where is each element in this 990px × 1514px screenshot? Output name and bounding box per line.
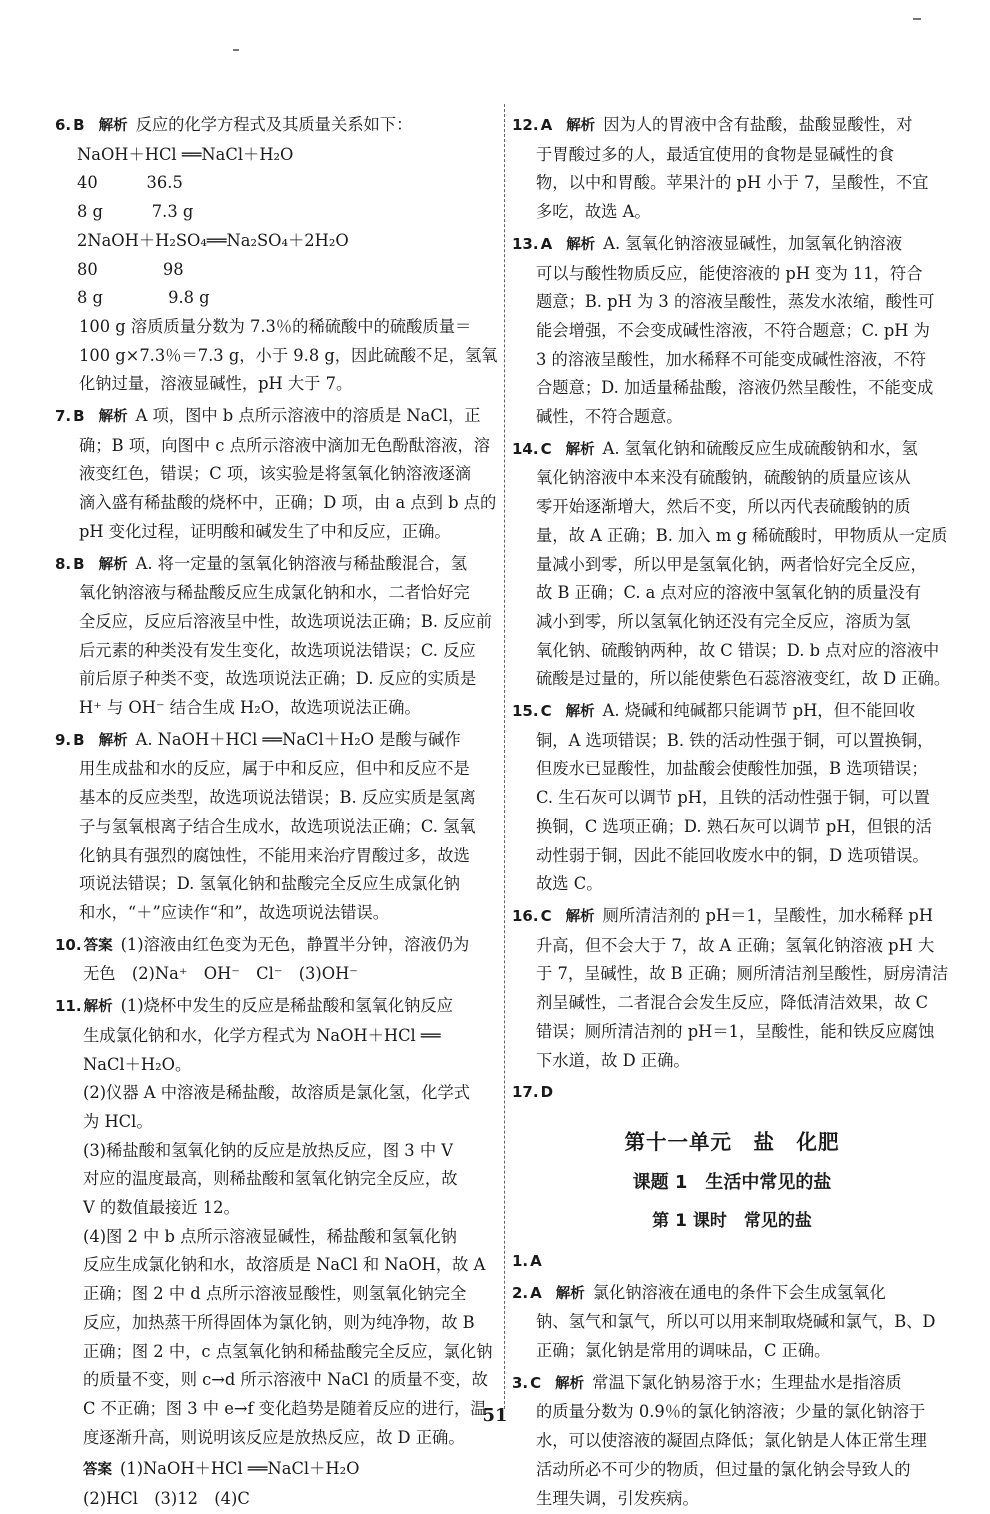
text-line: 钠、氢气和氯气，所以可以用来制取烧碱和氯气，B、D [536,1312,936,1332]
analysis-label: 解析 [98,556,128,573]
page-number: 51 [482,1405,508,1426]
text-line: 动性弱于铜，因此不能回收废水中的铜，D 选项错误。 [536,845,929,865]
text-line: 水，可以使溶液的凝固点降低；氯化钠是人体正常生理 [536,1431,927,1451]
lesson-answers [512,1247,952,1513]
text-line: 子与氢氧根离子结合生成水，故选项说法正确；C. 氢氧 [79,816,476,836]
question-number: 11. [55,997,82,1016]
analysis-label: 解析 [565,908,595,925]
answer-letter: B [73,407,85,426]
text-line: 升高，但不会大于 7，故 A 正确；氢氧化钠溶液 pH 大 [536,935,935,955]
question-line [512,1369,952,1399]
text-line: 错误；厕所清洁剂的 pH＝1，呈酸性，能和铁反应腐蚀 [536,1021,935,1041]
text-line: (2)仪器 A 中溶液是稀盐酸，故溶质是氯化氢，化学式 [83,1083,471,1103]
text-line: C. 生石灰可以调节 pH，且铁的活动性强于铜，可以置 [536,788,930,808]
equation-line: 40 36.5 [77,173,183,193]
analysis-label: 解析 [566,118,596,134]
text-line: 度逐渐升高，则说明该反应是放热反应，故 D 正确。 [83,1427,465,1447]
topic-heading: 课题 1 生活中常见的盐 [632,1171,832,1193]
text-line: 可以与酸性物质反应，能使溶液的 pH 变为 11，符合 [536,263,923,283]
text-line: pH 变化过程，证明酸和碱发生了中和反应，正确。 [79,521,451,541]
text-line: 量减小到零，所以甲是氢氧化钠，两者恰好完全反应， [536,554,927,574]
answer-letter: A [530,1251,542,1270]
question-number: 14. [512,439,539,458]
line-text: A. 将一定量的氢氧化钠溶液与稀盐酸混合，氢 [135,553,468,573]
question-number: 12. [512,116,539,134]
analysis-label: 解析 [98,118,128,134]
text-line: 换铜，C 选项正确；D. 熟石灰可以调节 pH，但银的活 [536,816,932,836]
text-line: 前后原子种类不变，故选项说法正确；D. 反应的实质是 [79,669,477,689]
text-line: 零开始逐渐增大，然后不变，所以丙代表硫酸钠的质 [536,497,911,517]
text-line: 后元素的种类没有发生变化，故选项说法错误；C. 反应 [79,640,476,660]
analysis-label: 解析 [555,1375,585,1392]
text-line: 生成氯化钠和水，化学方程式为 NaOH＋HCl ══ [83,1025,441,1045]
question-number: 16. [512,906,539,925]
equation-line: 8 g 9.8 g [77,288,210,308]
text-line: 的质量分数为 0.9％的氯化钠溶液；少量的氯化钠溶于 [536,1402,926,1422]
line-text: 常温下氯化钠易溶于水；生理盐水是指溶质 [592,1372,902,1392]
answer-letter: B [73,554,85,573]
text-line: 剂呈碱性，二者混合会发生反应，降低清洁效果，故 C [536,993,929,1013]
answer-letter: B [73,116,85,134]
text-line: 合题意；D. 加适量稀盐酸，溶液仍然呈酸性，不能变成 [536,378,934,398]
text-line: (3)稀盐酸和氢氧化钠的反应是放热反应，图 3 中 V [83,1140,454,1160]
equation-line: 8 g 7.3 g [77,202,194,222]
text-line: 反应生成氯化钠和水，故溶质是 NaCl 和 NaOH，故 A [83,1255,486,1275]
text-line: 反应，加热蒸干所得固体为氯化钠，则为纯净物，故 B [83,1312,475,1332]
lesson-heading: 第 1 课时 常见的盐 [652,1210,812,1231]
text-line: 无色 (2)Na⁺ OH⁻ Cl⁻ (3)OH⁻ [83,964,358,984]
question-line [55,402,500,432]
question-line [512,697,952,727]
text-line: (4)图 2 中 b 点所示溶液显碱性，稀盐酸和氢氧化钠 [83,1226,457,1246]
question-number: 8. [55,554,72,573]
question-number: 6. [55,116,72,134]
text-line: C 不正确；图 3 中 e→f 变化趋势是随着反应的进行，温 [83,1398,487,1418]
text-line: 的质量不变，则 c→d 所示溶液中 NaCl 的质量不变，故 [83,1370,488,1390]
text-line: 硫酸是过量的，所以能使紫色石蕊溶液变红，故 D 正确。 [536,669,951,689]
line-text: 厕所清洁剂的 pH＝1，呈酸性，加水稀释 pH [602,905,934,925]
line-text: (1)烧杯中发生的反应是稀盐酸和氢氧化钠反应 [120,996,453,1016]
question-line [55,931,500,961]
question-number: 7. [55,407,72,426]
question-line [512,1078,952,1107]
question-number: 1. [512,1251,529,1270]
answer-letter: A [530,1283,542,1302]
text-line: 正确；图 2 中，c 点氢氧化钠和稀盐酸完全反应，氯化钠 [83,1341,493,1361]
answer-label: 答案 [83,937,113,954]
question-number: 17. [512,1083,539,1102]
text-line: H⁺ 与 OH⁻ 结合生成 H₂O，故选项说法正确。 [79,698,421,718]
line-text: (1)NaOH＋HCl ══NaCl＋H₂O [120,1459,360,1479]
text-line: V 的数值最接近 12。 [83,1198,240,1218]
text-line: 多吃，故选 A。 [536,202,651,222]
text-line: 基本的反应类型，故选项说法错误；B. 反应实质是氢离 [79,788,476,808]
text-line: 滴入盛有稀盐酸的烧杯中，正确；D 项，由 a 点到 b 点的 [79,493,497,513]
text-line: 液变红色，错误；C 项，该实验是将氢氧化钠溶液逐滴 [79,464,472,484]
answer-letter: B [73,730,85,749]
question-line [55,1455,500,1485]
answer-letter: C [540,439,552,458]
answers-12-17 [512,111,952,1107]
question-line [512,435,952,465]
question-line [512,230,952,260]
column-divider [504,104,505,1409]
text-line: 正确；图 2 中 d 点所示溶液显酸性，则氢氧化钠完全 [83,1284,467,1304]
text-line: 生理失调，引发疾病。 [536,1488,699,1508]
unit-heading: 第十一单元 盐 化肥 [624,1129,840,1154]
text-line: 减小到零，所以氢氧化钠还没有完全反应，溶质为氢 [536,611,911,631]
text-line: 铜，A 选项错误；B. 铁的活动性强于铜，可以置换铜， [536,730,934,750]
page-mark-top [233,49,239,51]
left-column [55,108,500,1514]
line-text: 氯化钠溶液在通电的条件下会生成氢氧化 [592,1282,886,1302]
question-line [55,726,500,756]
line-text: A. 氢氧化钠溶液显碱性，加氢氧化钠溶液 [603,233,903,253]
answer-letter: A [540,234,553,253]
question-line [55,992,500,1022]
text-line: 正确；氯化钠是常用的调味品，C 正确。 [536,1341,831,1361]
text-line: 氧化钠溶液中本来没有硫酸钠，硫酸钠的质量应该从 [536,468,911,488]
question-number: 3. [512,1373,529,1392]
equation-line: NaOH＋HCl ══NaCl＋H₂O [77,144,294,164]
text-line: 化钠过量，溶液显碱性，pH 大于 7。 [79,374,353,394]
line-text: (1)溶液由红色变为无色，静置半分钟，溶液仍为 [120,934,470,954]
text-line: 化钠具有强烈的腐蚀性，不能用来治疗胃酸过多，故选 [79,845,470,865]
text-line: 项说法错误；D. 氢氧化钠和盐酸完全反应生成氯化钠 [79,874,461,894]
text-line: 碱性，不符合题意。 [536,407,683,427]
line-text: 反应的化学方程式及其质量关系如下： [135,115,413,134]
question-line [512,111,952,141]
analysis-label: 解析 [98,409,128,426]
page-mark-top-right [913,18,921,20]
text-line: 能会增强，不会变成碱性溶液，不符合题意；C. pH 为 [536,320,930,340]
text-line: 氧化钠、硫酸钠两种，故 C 错误；D. b 点对应的溶液中 [536,640,940,660]
question-line [512,902,952,932]
question-line [55,550,500,580]
line-text: A. NaOH＋HCl ══NaCl＋H₂O 是酸与碱作 [135,729,461,749]
text-line: 但废水已显酸性，加盐酸会使酸性加强，B 选项错误； [536,759,928,779]
answer-letter: D [540,1083,554,1102]
answer-letter: C [530,1373,542,1392]
text-line: 3 的溶液呈酸性，加水稀释不可能变成碱性溶液，不符 [536,349,927,369]
question-number: 9. [55,730,72,749]
text-line: (2)HCl (3)12 (4)C [83,1489,250,1509]
text-line: 确；B 项，向图中 c 点所示溶液中滴加无色酚酞溶液，溶 [79,435,491,455]
text-line: 对应的温度最高，则稀盐酸和氢氧化钠完全反应，故 [83,1169,458,1189]
line-text: A 项，图中 b 点所示溶液中的溶质是 NaCl，正 [135,406,481,426]
text-line: 题意；B. pH 为 3 的溶液呈酸性，蒸发水浓缩，酸性可 [536,292,935,312]
line-text: 因为人的胃液中含有盐酸，盐酸显酸性，对 [603,115,913,134]
text-line: NaCl＋H₂O。 [83,1054,192,1074]
text-line: 下水道，故 D 正确。 [536,1050,690,1070]
text-line: 全反应，反应后溶液呈中性，故选项说法正确；B. 反应前 [79,611,493,631]
text-line: 量，故 A 正确；B. 加入 m g 稀硫酸时，甲物质从一定质 [536,525,948,545]
equation-line: 80 98 [77,259,184,279]
question-line [512,1279,952,1309]
answer-letter: A [540,116,553,134]
text-line: 和水，“＋”应读作“和”，故选项说法错误。 [79,902,390,922]
analysis-label: 解析 [83,999,113,1016]
line-text: A. 氢氧化钠和硫酸反应生成硫酸钠和水，氢 [602,438,918,458]
text-line: 100 g×7.3％＝7.3 g，小于 9.8 g，因此硫酸不足，氢氧 [79,345,498,365]
answer-letter: C [540,702,552,721]
analysis-label: 解析 [98,732,128,749]
text-line: 故选 C。 [536,874,603,894]
text-line: 物，以中和胃酸。苹果汁的 pH 小于 7，呈酸性，不宜 [536,173,929,193]
question-line [55,111,500,141]
answer-label: 答案 [83,1462,112,1479]
line-text: A. 烧碱和纯碱都只能调节 pH，但不能回收 [602,701,916,721]
question-number: 2. [512,1283,529,1302]
answer-letter: C [540,906,552,925]
right-column [512,108,952,1513]
text-line: 为 HCl。 [83,1111,153,1131]
text-line: 于胃酸过多的人，最适宜使用的食物是显碱性的食 [536,144,895,164]
text-line: 用生成盐和水的反应，属于中和反应，但中和反应不是 [79,759,470,779]
text-line: 活动所必不可少的物质，但过量的氯化钠会导致人的 [536,1459,911,1479]
text-line: 氧化钠溶液与稀盐酸反应生成氯化钠和水，二者恰好完 [79,583,470,603]
question-number: 10. [55,935,82,954]
analysis-label: 解析 [555,1285,585,1302]
analysis-label: 解析 [565,441,595,458]
text-line: 于 7，呈碱性，故 B 正确；厕所清洁剂呈酸性，厨房清洁 [536,964,949,984]
analysis-label: 解析 [565,704,595,721]
text-line: 100 g 溶质质量分数为 7.3％的稀硫酸中的硫酸质量＝ [79,316,472,336]
question-number: 13. [512,234,539,253]
text-line: 故 B 正确；C. a 点对应的溶液中氢氧化钠的质量没有 [536,583,922,603]
equation-line: 2NaOH＋H₂SO₄══Na₂SO₄＋2H₂O [77,230,349,250]
question-number: 15. [512,702,539,721]
analysis-label: 解析 [566,236,596,253]
question-line [512,1247,952,1276]
